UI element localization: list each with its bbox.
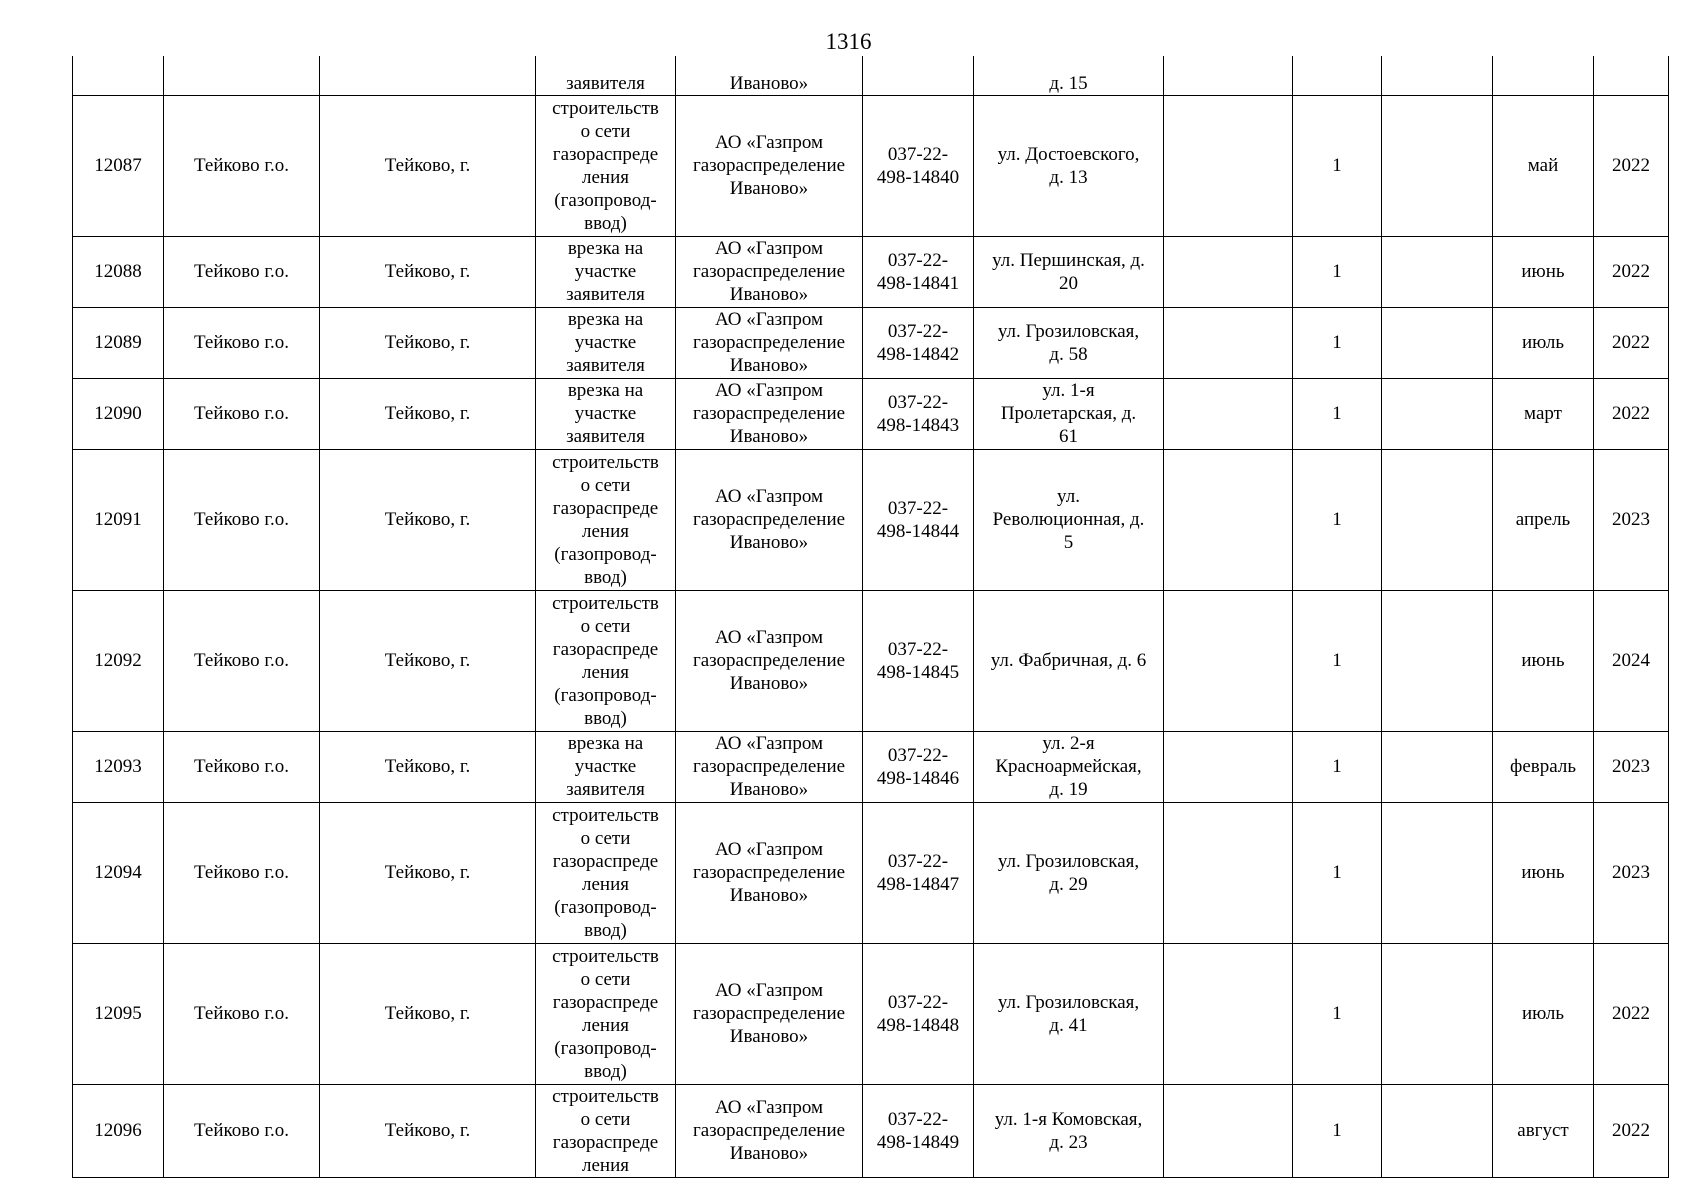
cell-organization: АО «Газпром газораспределение Иваново»	[676, 307, 863, 378]
cell-empty-2	[1382, 731, 1493, 802]
cell-empty-2	[1382, 943, 1493, 1084]
cell-work-type: врезка на участке заявителя	[536, 731, 676, 802]
registry-table	[72, 56, 1669, 1178]
cell-empty-2	[1382, 590, 1493, 731]
cell-organization: АО «Газпром газораспределение Иваново»	[676, 378, 863, 449]
cell-empty-1	[1164, 590, 1293, 731]
cell-work-type: строительств о сети газораспреде ления (газопровод- ввод)	[536, 95, 676, 236]
cell-month: февраль	[1493, 731, 1594, 802]
table-row	[73, 1084, 1669, 1177]
cell-month: апрель	[1493, 449, 1594, 590]
cell-code: 037-22- 498-14845	[863, 590, 974, 731]
cell-empty-2	[1382, 56, 1493, 95]
cell-year: 2022	[1594, 378, 1669, 449]
table-row	[73, 236, 1669, 307]
cell-code: 037-22- 498-14847	[863, 802, 974, 943]
cell-work-type: врезка на участке заявителя	[536, 307, 676, 378]
cell-id: 12091	[73, 449, 164, 590]
cell-code: 037-22- 498-14843	[863, 378, 974, 449]
cell-year: 2022	[1594, 307, 1669, 378]
cell-settlement	[320, 56, 536, 95]
cell-count: 1	[1293, 590, 1382, 731]
cell-count: 1	[1293, 95, 1382, 236]
cell-work-type: врезка на участке заявителя	[536, 378, 676, 449]
cell-count: 1	[1293, 236, 1382, 307]
cell-district	[164, 56, 320, 95]
cell-work-type: строительств о сети газораспреде ления (газопровод- ввод)	[536, 943, 676, 1084]
cell-year: 2024	[1594, 590, 1669, 731]
cell-organization: АО «Газпром газораспределение Иваново»	[676, 590, 863, 731]
cell-id: 12092	[73, 590, 164, 731]
cell-work-type: заявителя	[536, 56, 676, 95]
cell-settlement: Тейково, г.	[320, 1084, 536, 1177]
cell-address: ул. Фабричная, д. 6	[974, 590, 1164, 731]
cell-settlement: Тейково, г.	[320, 378, 536, 449]
cell-settlement: Тейково, г.	[320, 236, 536, 307]
cell-address: ул. Грозиловская, д. 41	[974, 943, 1164, 1084]
cell-organization: АО «Газпром газораспределение Иваново»	[676, 1084, 863, 1177]
cell-year: 2022	[1594, 1084, 1669, 1177]
cell-district: Тейково г.о.	[164, 95, 320, 236]
cell-empty-1	[1164, 1084, 1293, 1177]
cell-district: Тейково г.о.	[164, 943, 320, 1084]
cell-district: Тейково г.о.	[164, 378, 320, 449]
cell-empty-2	[1382, 307, 1493, 378]
cell-address: ул. 1-я Пролетарская, д. 61	[974, 378, 1164, 449]
cell-count: 1	[1293, 1084, 1382, 1177]
cell-empty-2	[1382, 95, 1493, 236]
cell-empty-1	[1164, 56, 1293, 95]
cell-id: 12087	[73, 95, 164, 236]
cell-district: Тейково г.о.	[164, 802, 320, 943]
cell-address: ул. Першинская, д. 20	[974, 236, 1164, 307]
cell-work-type: строительств о сети газораспреде ления (газопровод- ввод)	[536, 590, 676, 731]
cell-settlement: Тейково, г.	[320, 307, 536, 378]
cell-organization: АО «Газпром газораспределение Иваново»	[676, 943, 863, 1084]
table-row	[73, 802, 1669, 943]
table-row	[73, 449, 1669, 590]
cell-settlement: Тейково, г.	[320, 449, 536, 590]
cell-address: ул. Достоевского, д. 13	[974, 95, 1164, 236]
cell-organization: АО «Газпром газораспределение Иваново»	[676, 236, 863, 307]
cell-district: Тейково г.о.	[164, 731, 320, 802]
cell-count: 1	[1293, 802, 1382, 943]
cell-empty-1	[1164, 731, 1293, 802]
cell-address: ул. Грозиловская, д. 58	[974, 307, 1164, 378]
cell-code: 037-22- 498-14849	[863, 1084, 974, 1177]
cell-year: 2022	[1594, 943, 1669, 1084]
cell-organization: Иваново»	[676, 56, 863, 95]
cell-work-type: строительств о сети газораспреде ления	[536, 1084, 676, 1177]
cell-address: ул. 2-я Красноармейская, д. 19	[974, 731, 1164, 802]
cell-count: 1	[1293, 731, 1382, 802]
cell-id: 12096	[73, 1084, 164, 1177]
cell-code: 037-22- 498-14848	[863, 943, 974, 1084]
cell-month: июнь	[1493, 236, 1594, 307]
cell-count: 1	[1293, 307, 1382, 378]
cell-code: 037-22- 498-14842	[863, 307, 974, 378]
cell-empty-1	[1164, 802, 1293, 943]
cell-code: 037-22- 498-14840	[863, 95, 974, 236]
cell-code: 037-22- 498-14846	[863, 731, 974, 802]
cell-year: 2022	[1594, 95, 1669, 236]
cell-district: Тейково г.о.	[164, 590, 320, 731]
table-row	[73, 307, 1669, 378]
cell-month: август	[1493, 1084, 1594, 1177]
cell-code	[863, 56, 974, 95]
cell-year: 2023	[1594, 449, 1669, 590]
cell-id: 12094	[73, 802, 164, 943]
cell-organization: АО «Газпром газораспределение Иваново»	[676, 731, 863, 802]
cell-organization: АО «Газпром газораспределение Иваново»	[676, 449, 863, 590]
cell-id: 12088	[73, 236, 164, 307]
cell-count: 1	[1293, 449, 1382, 590]
cell-empty-1	[1164, 449, 1293, 590]
table-row	[73, 943, 1669, 1084]
cell-organization: АО «Газпром газораспределение Иваново»	[676, 802, 863, 943]
cell-district: Тейково г.о.	[164, 307, 320, 378]
cell-organization: АО «Газпром газораспределение Иваново»	[676, 95, 863, 236]
cell-id: 12089	[73, 307, 164, 378]
cell-settlement: Тейково, г.	[320, 95, 536, 236]
table-body	[73, 56, 1669, 1177]
table-row	[73, 590, 1669, 731]
cell-address: ул. 1-я Комовская, д. 23	[974, 1084, 1164, 1177]
cell-code: 037-22- 498-14844	[863, 449, 974, 590]
cell-empty-2	[1382, 378, 1493, 449]
cell-empty-2	[1382, 236, 1493, 307]
cell-year	[1594, 56, 1669, 95]
cell-empty-2	[1382, 802, 1493, 943]
cell-empty-1	[1164, 943, 1293, 1084]
cell-id: 12093	[73, 731, 164, 802]
cell-empty-1	[1164, 378, 1293, 449]
cell-id: 12095	[73, 943, 164, 1084]
cell-address: ул. Революционная, д. 5	[974, 449, 1164, 590]
cell-month	[1493, 56, 1594, 95]
cell-address: ул. Грозиловская, д. 29	[974, 802, 1164, 943]
cell-month: июнь	[1493, 802, 1594, 943]
page-number: 1316	[825, 29, 872, 54]
cell-count: 1	[1293, 943, 1382, 1084]
cell-id	[73, 56, 164, 95]
cell-settlement: Тейково, г.	[320, 802, 536, 943]
cell-district: Тейково г.о.	[164, 449, 320, 590]
cell-count: 1	[1293, 378, 1382, 449]
cell-month: июль	[1493, 307, 1594, 378]
cell-empty-2	[1382, 1084, 1493, 1177]
table-row	[73, 95, 1669, 236]
cell-settlement: Тейково, г.	[320, 590, 536, 731]
cell-empty-2	[1382, 449, 1493, 590]
cell-work-type: строительств о сети газораспреде ления (газопровод- ввод)	[536, 449, 676, 590]
cell-work-type: врезка на участке заявителя	[536, 236, 676, 307]
cell-month: июнь	[1493, 590, 1594, 731]
cell-work-type: строительств о сети газораспреде ления (газопровод- ввод)	[536, 802, 676, 943]
cell-district: Тейково г.о.	[164, 236, 320, 307]
cell-year: 2022	[1594, 236, 1669, 307]
cell-year: 2023	[1594, 802, 1669, 943]
cell-month: май	[1493, 95, 1594, 236]
cell-settlement: Тейково, г.	[320, 731, 536, 802]
cell-count	[1293, 56, 1382, 95]
cell-settlement: Тейково, г.	[320, 943, 536, 1084]
cell-empty-1	[1164, 307, 1293, 378]
cell-year: 2023	[1594, 731, 1669, 802]
cell-empty-1	[1164, 236, 1293, 307]
table-row-continued	[73, 56, 1669, 95]
cell-empty-1	[1164, 95, 1293, 236]
cell-month: июль	[1493, 943, 1594, 1084]
cell-address: д. 15	[974, 56, 1164, 95]
table-row	[73, 378, 1669, 449]
cell-id: 12090	[73, 378, 164, 449]
table-row	[73, 731, 1669, 802]
cell-district: Тейково г.о.	[164, 1084, 320, 1177]
cell-month: март	[1493, 378, 1594, 449]
cell-code: 037-22- 498-14841	[863, 236, 974, 307]
